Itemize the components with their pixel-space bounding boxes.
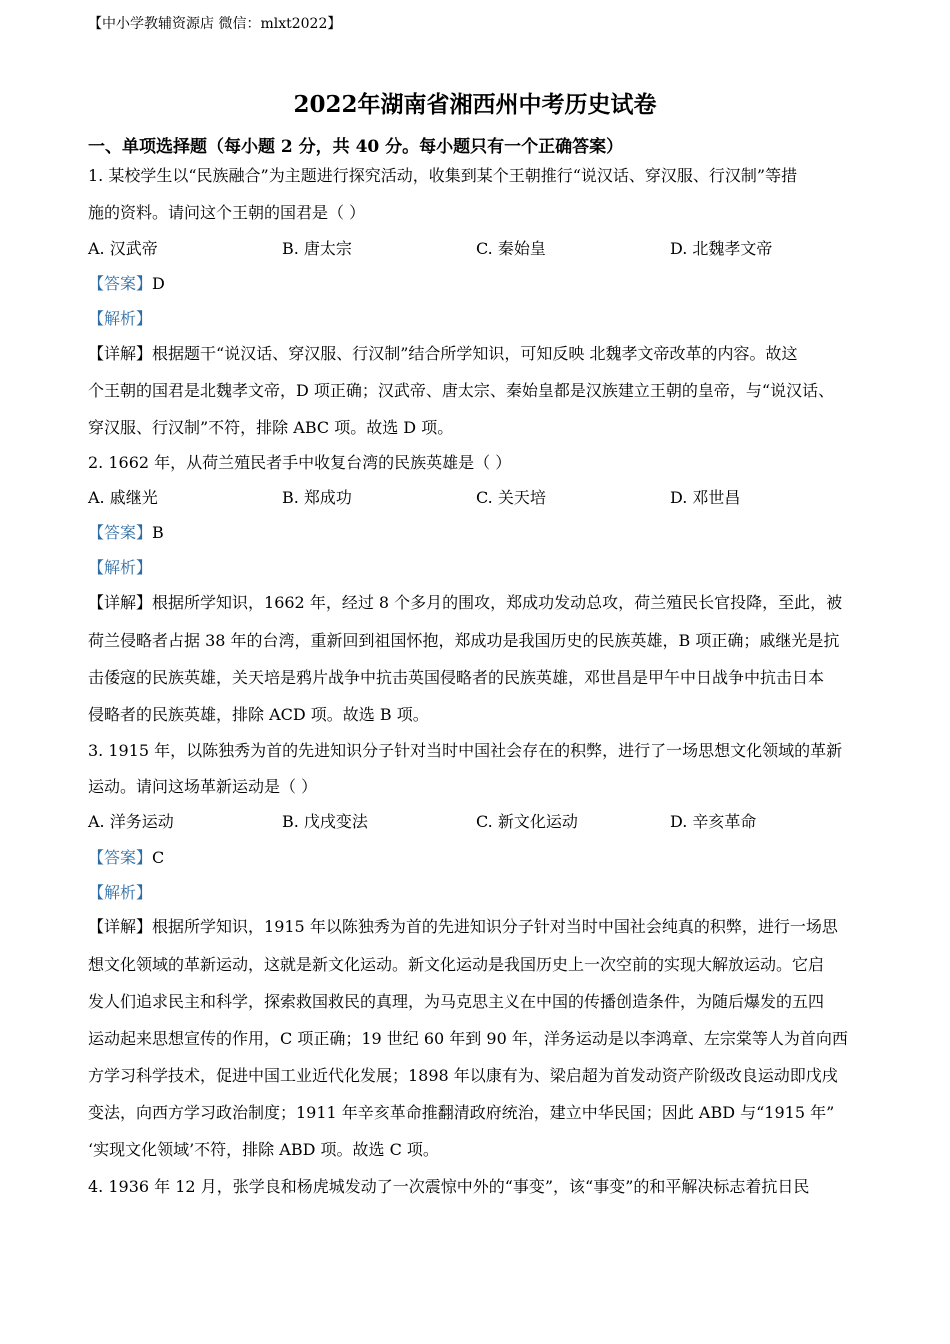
answer-tag: 【答案】 <box>88 848 153 867</box>
q2-detail-line: 击倭寇的民族英雄，关天培是鸦片战争中抗击英国侵略者的民族英雄，邓世昌是甲午中日战争中抗击日本 <box>88 668 825 687</box>
q1-stem-line: 施的资料。请问这个王朝的国君是（ ） <box>88 203 366 222</box>
q1-answer <box>88 272 868 296</box>
q3-detail-text: 根据所学知识，1915 年以陈独秀为首的先进知识分子针对当时中国社会纯真的积弊，进行一场思 <box>152 917 838 936</box>
q3-detail-line: 运动起来思想宣传的作用，C 项正确；19 世纪 60 年到 90 年，洋务运动是以李鸿章、左宗棠等人为首向西 <box>88 1029 848 1048</box>
q3-analysis-tag: 【解析】 <box>88 883 153 902</box>
q2-option-b: B. 郑成功 <box>282 488 352 507</box>
q3-stem-line: 3. 1915 年，以陈独秀为首的先进知识分子针对当时中国社会存在的积弊，进行了一场思想文化领域的革新 <box>88 741 843 760</box>
q2-analysis-tag: 【解析】 <box>88 558 153 577</box>
q1-detail-line <box>88 342 868 366</box>
page-title: 2022年湖南省湘西州中考历史试卷 <box>293 91 657 118</box>
q3-detail-line <box>88 915 868 939</box>
detail-tag: 【详解】 <box>88 917 153 936</box>
q3-option-c: C. 新文化运动 <box>476 812 578 831</box>
q3-option-a: A. 洋务运动 <box>88 812 174 831</box>
q1-stem-line: 1. 某校学生以“民族融合”为主题进行探究活动，收集到某个王朝推行“说汉话、穿汉服、行汉制”等措 <box>88 166 798 185</box>
q2-answer <box>88 521 868 545</box>
q2-option-a: A. 戚继光 <box>88 488 158 507</box>
q3-detail-line: 发人们追求民主和科学，探索救国救民的真理，为马克思主义在中国的传播创造条件，为随后爆发的五四 <box>88 992 825 1011</box>
detail-tag: 【详解】 <box>88 344 153 363</box>
q3-detail-line: ‘实现文化领域’不符，排除 ABD 项。故选 C 项。 <box>88 1140 439 1159</box>
q1-option-d: D. 北魏孝文帝 <box>670 239 773 258</box>
q2-option-d: D. 邓世昌 <box>670 488 741 507</box>
q1-detail-line: 个王朝的国君是北魏孝文帝，D 项正确；汉武帝、唐太宗、秦始皇都是汉族建立王朝的皇帝，与“说汉话、 <box>88 381 835 400</box>
q1-detail-text: 根据题干“说汉话、穿汉服、行汉制”结合所学知识，可知反映 北魏孝文帝改革的内容。故这 <box>152 344 798 363</box>
q2-stem-line: 2. 1662 年，从荷兰殖民者手中收复台湾的民族英雄是（ ） <box>88 453 512 472</box>
q1-option-b: B. 唐太宗 <box>282 239 352 258</box>
q4-stem-line: 4. 1936 年 12 月，张学良和杨虎城发动了一次震惊中外的“事变”，该“事变”的和平解决标志着抗日民 <box>88 1177 810 1196</box>
q3-answer-value: C <box>152 848 165 867</box>
q1-option-c: C. 秦始皇 <box>476 239 546 258</box>
q3-detail-line: 方学习科学技术，促进中国工业近代化发展；1898 年以康有为、梁启超为首发动资产阶级改良运动即戊戌 <box>88 1066 838 1085</box>
detail-tag: 【详解】 <box>88 593 153 612</box>
q2-option-c: C. 关天培 <box>476 488 546 507</box>
watermark: 【中小学教辅资源店 微信：mlxt2022】 <box>88 16 342 32</box>
q2-detail-line: 侵略者的民族英雄，排除 ACD 项。故选 B 项。 <box>88 705 429 724</box>
q1-answer-value: D <box>152 274 165 293</box>
q2-detail-line <box>88 591 868 615</box>
answer-tag: 【答案】 <box>88 523 153 542</box>
q3-option-b: B. 戊戌变法 <box>282 812 368 831</box>
answer-tag: 【答案】 <box>88 274 153 293</box>
q2-answer-value: B <box>152 523 164 542</box>
section-heading: 一、单项选择题（每小题 2 分，共 40 分。每小题只有一个正确答案） <box>88 137 624 157</box>
q3-option-d: D. 辛亥革命 <box>670 812 757 831</box>
q3-answer <box>88 846 868 870</box>
q2-detail-line: 荷兰侵略者占据 38 年的台湾，重新回到祖国怀抱，郑成功是我国历史的民族英雄，B 项正确；戚继光是抗 <box>88 631 840 650</box>
q2-detail-text: 根据所学知识，1662 年，经过 8 个多月的围攻，郑成功发动总攻，荷兰殖民长官投降，至此，被 <box>152 593 843 612</box>
q1-option-a: A. 汉武帝 <box>88 239 158 258</box>
q3-detail-line: 想文化领域的革新运动，这就是新文化运动。新文化运动是我国历史上一次空前的实现大解放运动。它启 <box>88 955 825 974</box>
q1-detail-line: 穿汉服、行汉制”不符，排除 ABC 项。故选 D 项。 <box>88 418 454 437</box>
q3-detail-line: 变法，向西方学习政治制度；1911 年辛亥革命推翻清政府统治，建立中华民国；因此 ABD 与“1915 年” <box>88 1103 835 1122</box>
q1-analysis-tag: 【解析】 <box>88 309 153 328</box>
q3-stem-line: 运动。请问这场革新运动是（ ） <box>88 777 318 796</box>
